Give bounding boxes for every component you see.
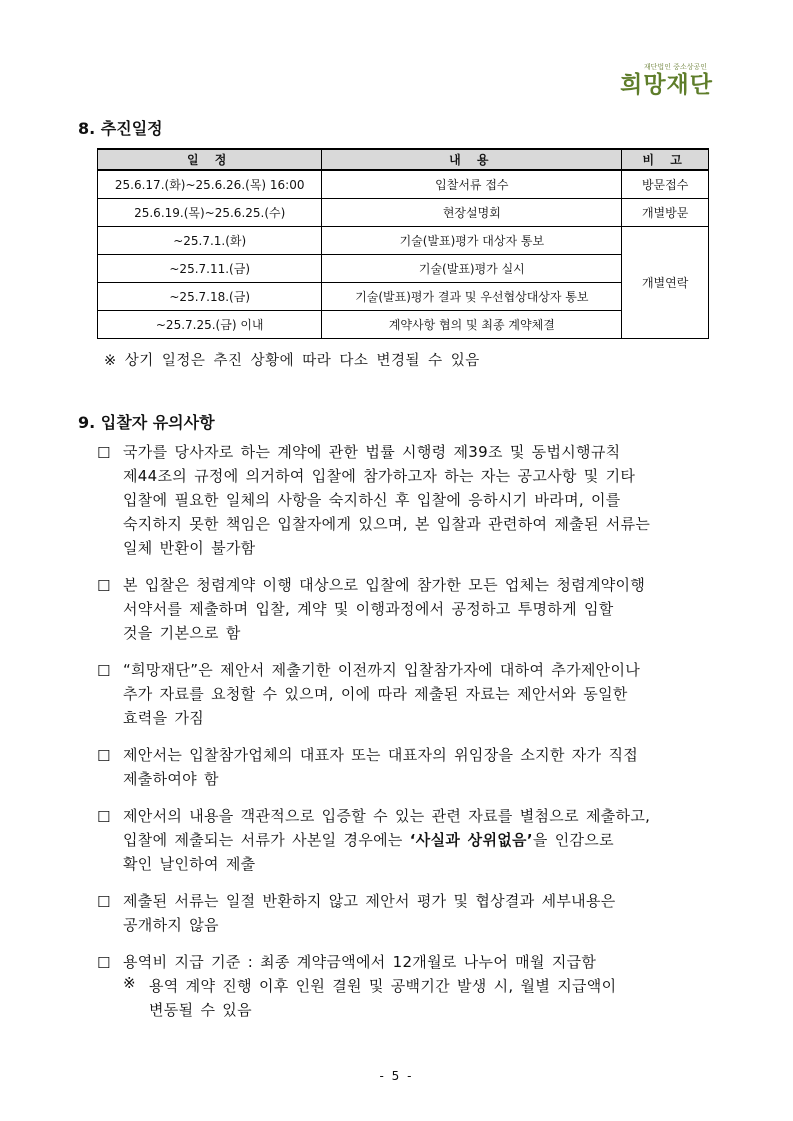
list-item — [97, 743, 719, 791]
table-row — [98, 311, 709, 339]
list-item — [97, 804, 719, 876]
cell-content: 입찰서류 접수 — [322, 170, 622, 199]
item-line: 공개하지 않음 — [123, 916, 219, 934]
table-row — [98, 199, 709, 227]
header-date: 일 정 — [98, 149, 322, 170]
item-line: 국가를 당사자로 하는 계약에 관한 법률 시행령 제39조 및 동법시행규칙 — [123, 443, 621, 461]
list-item — [97, 889, 719, 937]
schedule-note: ※ 상기 일정은 추진 상황에 따라 다소 변경될 수 있음 — [104, 353, 480, 369]
logo — [620, 62, 713, 98]
item-line: 제안서는 입찰참가업체의 대표자 또는 대표자의 위임장을 소지한 자가 직접 — [123, 746, 639, 764]
cell-date: ~25.7.18.(금) — [98, 283, 322, 311]
table-row — [98, 255, 709, 283]
cell-content: 기술(발표)평가 대상자 통보 — [322, 227, 622, 255]
item-line: 서약서를 제출하며 입찰, 계약 및 이행과정에서 공정하고 투명하게 임할 — [123, 600, 614, 618]
cell-note-merged: 개별연락 — [622, 227, 709, 339]
table-row — [98, 283, 709, 311]
logo-subtitle: 재단법인 중소상공인 — [643, 63, 707, 71]
cell-content: 기술(발표)평가 실시 — [322, 255, 622, 283]
cell-date: ~25.7.11.(금) — [98, 255, 322, 283]
list-item — [97, 573, 719, 645]
section-9-title: 9. 입찰자 유의사항 — [78, 413, 215, 432]
cell-note: 방문접수 — [622, 170, 709, 199]
subnote-line: 변동될 수 있음 — [149, 1001, 252, 1019]
notice-list — [97, 440, 719, 1022]
emphasis-text: ‘사실과 상위없음’ — [409, 831, 533, 849]
checkbox-icon: ☐ — [97, 808, 111, 826]
item-line — [123, 828, 719, 852]
item-text: 입찰에 제출되는 서류가 사본일 경우에는 — [123, 831, 410, 849]
item-line: 본 입찰은 청렴계약 이행 대상으로 입찰에 참가한 모든 업체는 청렴계약이행 — [123, 576, 646, 594]
checkbox-icon: ☐ — [97, 662, 111, 680]
list-item — [97, 950, 719, 974]
item-line: 입찰에 필요한 일체의 사항을 숙지하신 후 입찰에 응하시기 바라며, 이를 — [123, 491, 621, 509]
page-number: - 5 - — [379, 1069, 414, 1083]
item-line: 제44조의 규정에 의거하여 입찰에 참가하고자 하는 자는 공고사항 및 기타 — [123, 467, 636, 485]
cell-content: 기술(발표)평가 결과 및 우선협상대상자 통보 — [322, 283, 622, 311]
item-line: 일체 반환이 불가함 — [123, 539, 256, 557]
checkbox-icon: ☐ — [97, 577, 111, 595]
cell-date: ~25.7.25.(금) 이내 — [98, 311, 322, 339]
item-line: “희망재단”은 제안서 제출기한 이전까지 입찰참가자에 대하여 추가제안이나 — [123, 661, 641, 679]
cell-content: 계약사항 협의 및 최종 계약체결 — [322, 311, 622, 339]
cell-content: 현장설명회 — [322, 199, 622, 227]
list-item — [97, 658, 719, 730]
table-row — [98, 227, 709, 255]
item-line: 확인 날인하여 제출 — [123, 855, 256, 873]
cell-date: 25.6.19.(목)~25.6.25.(수) — [98, 199, 322, 227]
item-line: 제출된 서류는 일절 반환하지 않고 제안서 평가 및 협상결과 세부내용은 — [123, 892, 616, 910]
header-note: 비 고 — [622, 149, 709, 170]
table-row — [98, 170, 709, 199]
table-header-row — [98, 149, 709, 170]
item-line: 용역비 지급 기준 : 최종 계약금액에서 12개월로 나누어 매월 지급함 — [123, 953, 597, 971]
item-text: 을 인감으로 — [532, 831, 614, 849]
checkbox-icon: ☐ — [97, 747, 111, 765]
checkbox-icon: ☐ — [97, 893, 111, 911]
list-item — [97, 440, 719, 560]
item-line: 효력을 가짐 — [123, 709, 205, 727]
cell-date: ~25.7.1.(화) — [98, 227, 322, 255]
cell-date: 25.6.17.(화)~25.6.26.(목) 16:00 — [98, 170, 322, 199]
item-line: 추가 자료를 요청할 수 있으며, 이에 따라 제출된 자료는 제안서와 동일한 — [123, 685, 628, 703]
logo-name: 희망재단 — [620, 72, 713, 98]
section-8-title: 8. 추진일정 — [78, 119, 163, 138]
item-line: 숙지하지 못한 책임은 입찰자에게 있으며, 본 입찰과 관련하여 제출된 서류는 — [123, 515, 651, 533]
checkbox-icon: ☐ — [97, 444, 111, 462]
payment-subnote — [97, 974, 719, 1022]
item-line: 제안서의 내용을 객관적으로 입증할 수 있는 관련 자료를 별첨으로 제출하고, — [123, 807, 651, 825]
subnote-line: 용역 계약 진행 이후 인원 결원 및 공백기간 발생 시, 월별 지급액이 — [149, 977, 617, 995]
item-line: 제출하여야 함 — [123, 770, 219, 788]
header-content: 내 용 — [322, 149, 622, 170]
checkbox-icon: ☐ — [97, 954, 111, 972]
cell-note: 개별방문 — [622, 199, 709, 227]
schedule-table — [97, 148, 709, 339]
note-mark: ※ — [123, 974, 136, 992]
item-line: 것을 기본으로 함 — [123, 624, 241, 642]
